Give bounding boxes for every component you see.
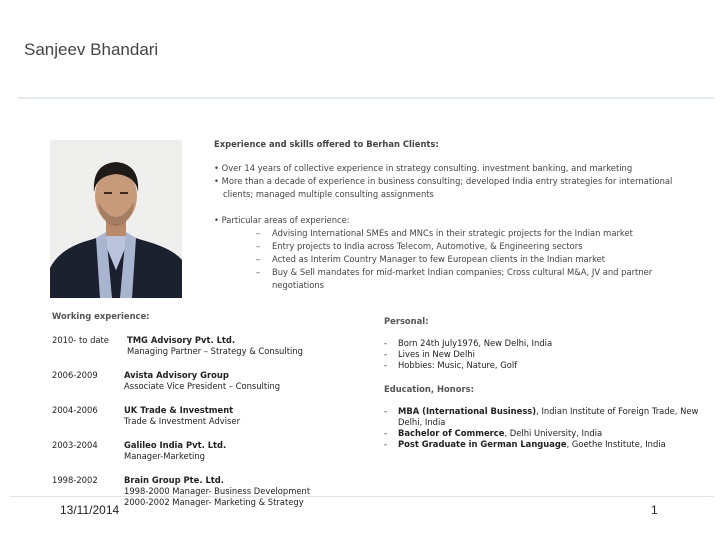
education-item: - Post Graduate in German Language, Goethe Institute, India (384, 439, 666, 449)
job-role: 2000-2002 Manager- Marketing & Strategy (124, 497, 304, 507)
skills-section (214, 138, 694, 292)
area-item: – Buy & Sell mandates for mid-market Indian companies; Cross cultural M&A, JV and partner negotiations (256, 267, 653, 290)
job-company: Brain Group Pte. Ltd. (124, 475, 224, 485)
areas-heading: • Particular areas of experience: (214, 215, 350, 225)
personal-heading: Personal: (384, 316, 429, 326)
page-title: Sanjeev Bhandari (24, 40, 159, 59)
job-role: Manager-Marketing (124, 451, 205, 461)
job-years: 2003-2004 (52, 440, 98, 450)
footer-date: 13/11/2014 (60, 503, 120, 517)
dash-icon: - (384, 349, 388, 359)
dash-icon: - (384, 338, 388, 348)
job-years: 2010- to date (52, 335, 109, 345)
education-heading: Education, Honors: (384, 384, 474, 394)
skills-heading: Experience and skills offered to Berhan Clients: (214, 139, 439, 149)
area-item: – Entry projects to India across Telecom, Automotive, & Engineering sectors (256, 241, 583, 251)
dash-icon: – (256, 254, 261, 264)
job-role: Associate Vice President – Consulting (124, 381, 281, 391)
dash-icon: - (384, 406, 388, 416)
dash-icon: - (384, 428, 388, 438)
job-entry (52, 335, 352, 357)
job-entry (52, 440, 352, 462)
footer-divider (10, 496, 714, 497)
education-item: - MBA (International Business), Indian Institute of Foreign Trade, New Delhi, India (384, 406, 699, 427)
personal-education-section (384, 316, 714, 450)
page-number: 1 (651, 503, 658, 517)
job-years: 2004-2006 (52, 405, 98, 415)
job-company: Galileo India Pvt. Ltd. (124, 440, 227, 450)
personal-item: - Born 24th July1976, New Delhi, India (384, 338, 553, 348)
dash-icon: – (256, 267, 261, 277)
dash-icon: - (384, 439, 388, 449)
area-item: – Acted as Interim Country Manager to few European clients in the Indian market (256, 254, 606, 264)
job-entry (52, 405, 352, 427)
dash-icon: - (384, 360, 388, 370)
header-divider (18, 97, 714, 99)
portrait-image (50, 140, 182, 298)
personal-item: - Hobbies: Music, Nature, Golf (384, 360, 518, 370)
job-company: UK Trade & Investment (124, 405, 234, 415)
education-item: - Bachelor of Commerce, Delhi University, India (384, 428, 603, 438)
dash-icon: – (256, 228, 261, 238)
job-company: TMG Advisory Pvt. Ltd. (127, 335, 236, 345)
job-role: Managing Partner – Strategy & Consulting (127, 346, 303, 356)
skills-bullet: • Over 14 years of collective experience in strategy consulting. investment banking, and marketing (214, 163, 633, 173)
job-years: 2006-2009 (52, 370, 98, 380)
job-company: Avista Advisory Group (124, 370, 229, 380)
job-role: 1998-2000 Manager- Business Development (124, 486, 311, 496)
working-experience-section (52, 311, 352, 521)
work-heading: Working experience: (52, 311, 150, 321)
skills-bullet: • More than a decade of experience in business consulting; developed India entry strategies for international clients; managed multiple consulting assignments (214, 176, 673, 199)
dash-icon: – (256, 241, 261, 251)
job-entry (52, 370, 352, 392)
profile-photo (50, 140, 182, 298)
personal-item: - Lives in New Delhi (384, 349, 475, 359)
job-role: Trade & Investment Adviser (124, 416, 241, 426)
job-years: 1998-2002 (52, 475, 98, 485)
area-item: – Advising International SMEs and MNCs in their strategic projects for the Indian market (256, 228, 633, 238)
